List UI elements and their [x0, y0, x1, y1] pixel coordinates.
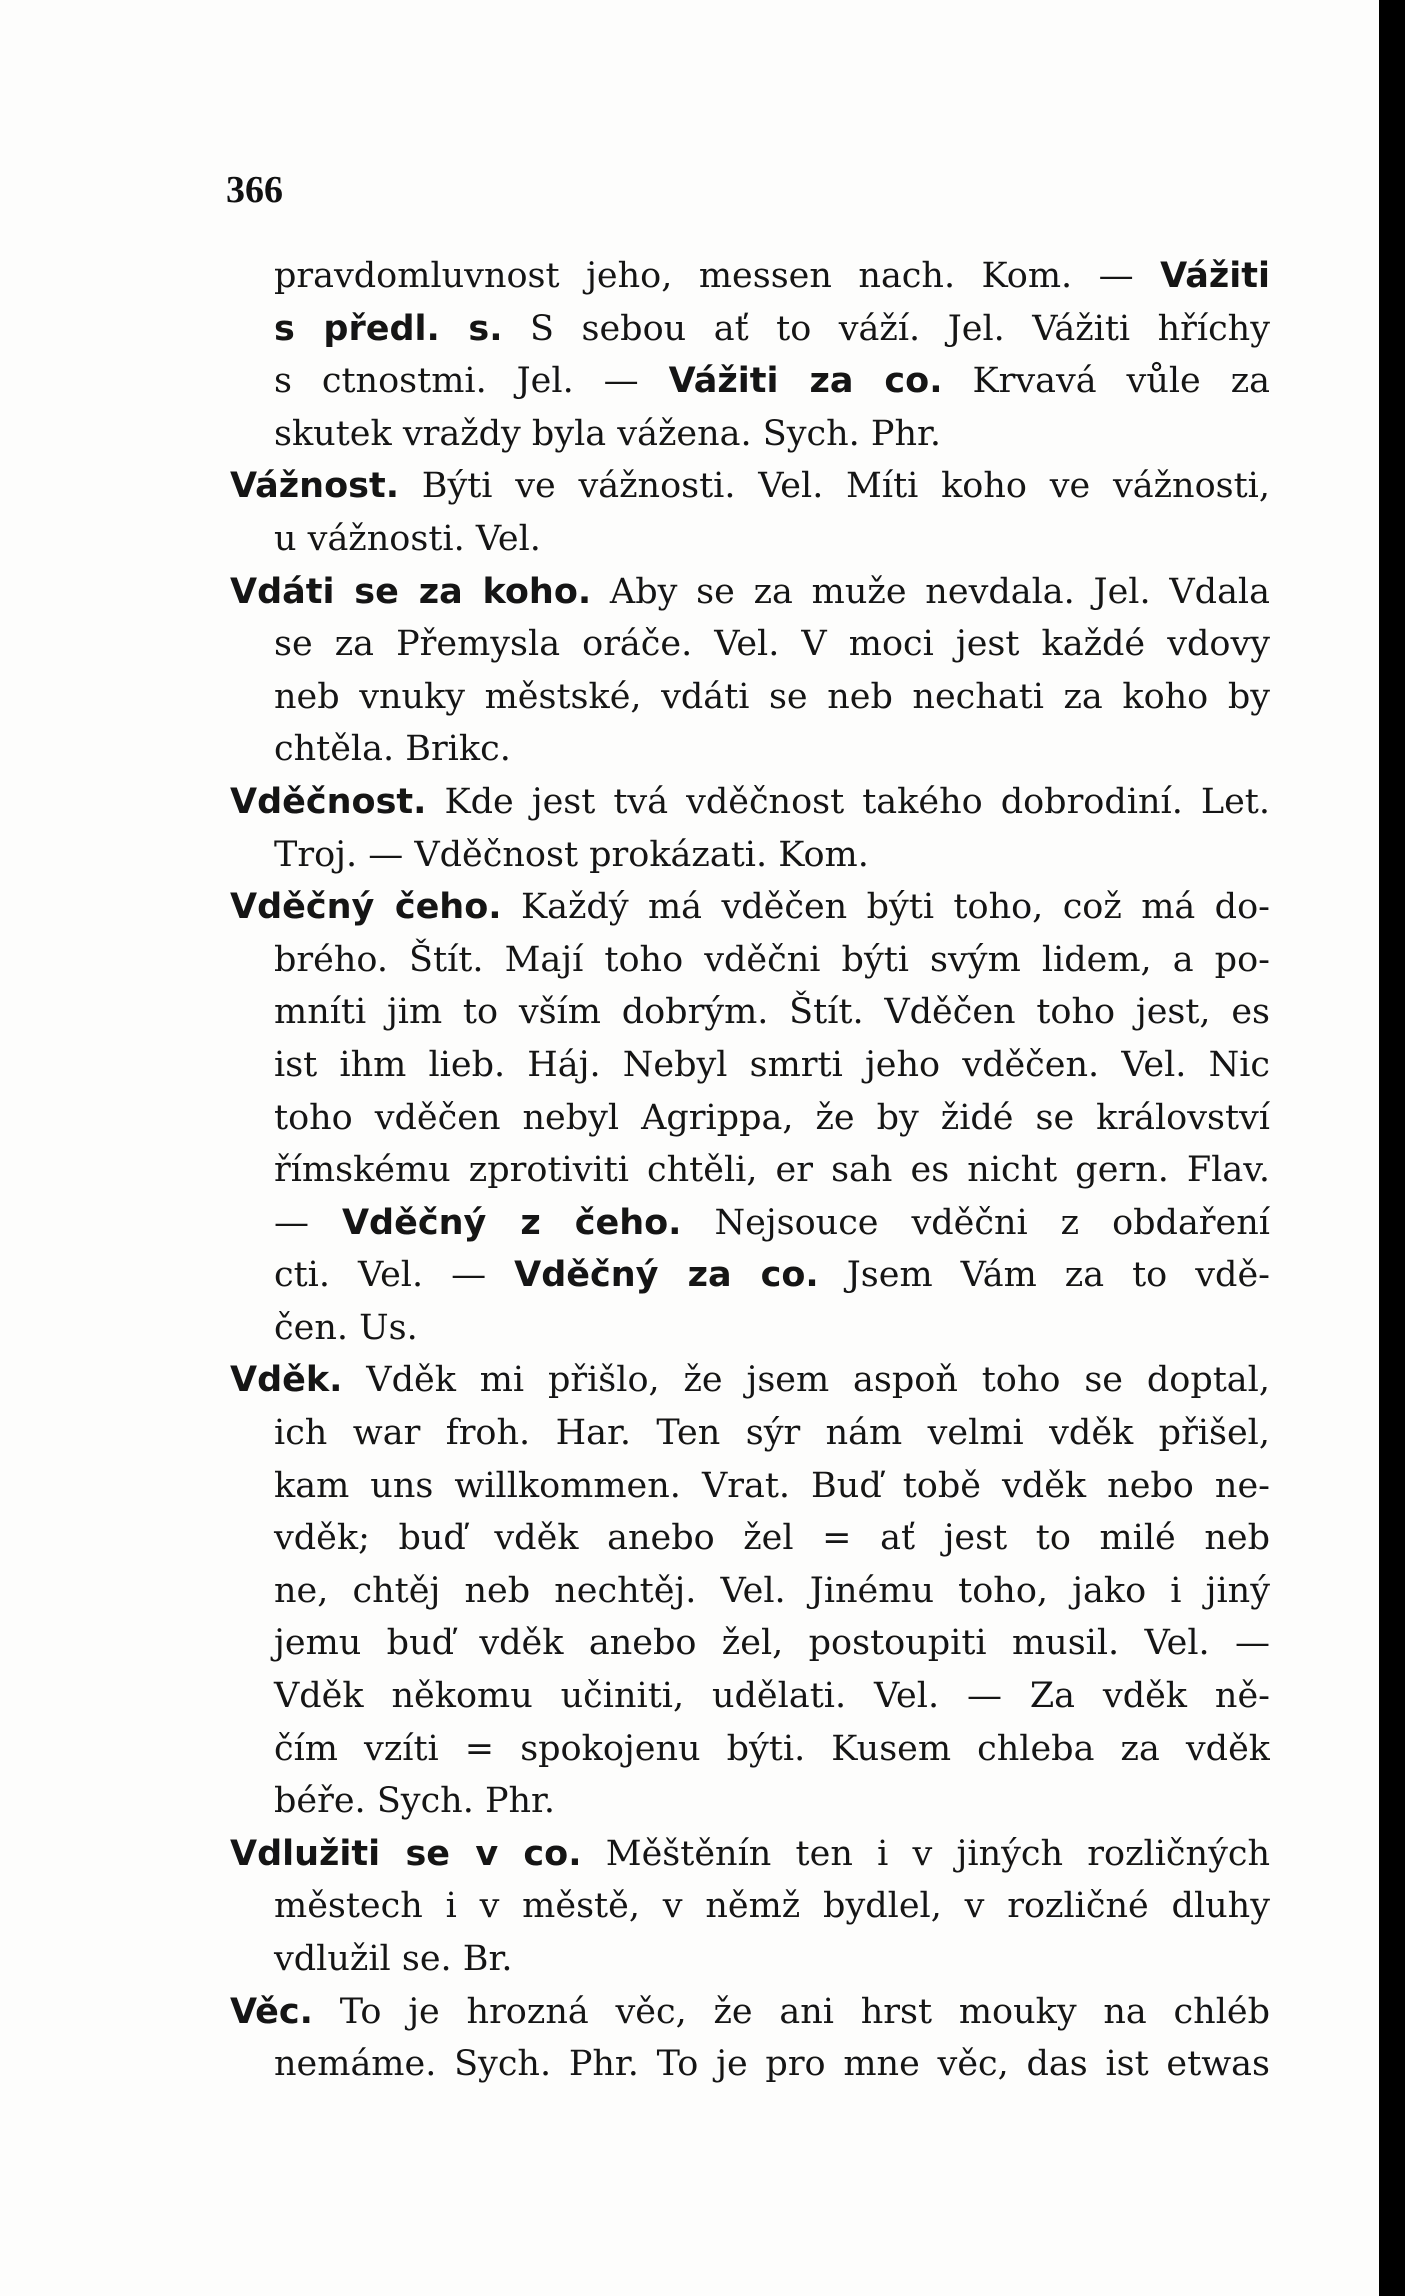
text-line [230, 881, 1270, 934]
text-line [230, 2038, 1270, 2091]
text-line [230, 671, 1270, 724]
text-span: římskému zprotiviti chtěli, er sah es nicht gern. Flav. [274, 1150, 1270, 1191]
dictionary-entry [230, 1354, 1270, 1827]
text-line [230, 1197, 1270, 1250]
headword: Vdáti se za koho. [230, 571, 592, 612]
text-span: se za Přemysla oráče. Vel. V moci jest každé vdovy [274, 624, 1270, 665]
text-span: chtěla. Brikc. [274, 729, 511, 770]
text-span: Aby se za muže nevdala. Jel. Vdala [591, 571, 1270, 612]
dictionary-text [230, 250, 1270, 2091]
text-span: Jsem Vám za to vdě- [818, 1255, 1270, 1296]
text-line [230, 1302, 1270, 1355]
text-span: ne, chtěj neb nechtěj. Vel. Jinému toho, jako i jiný [274, 1570, 1270, 1611]
text-span: To je hrozná věc, že ani hrst mouky na chléb [312, 1991, 1270, 2032]
text-span: pravdomluvnost jeho, messen nach. Kom. — [274, 256, 1161, 296]
dictionary-entry [230, 881, 1270, 1354]
text-span: u vážnosti. Vel. [274, 518, 541, 559]
headword: Vážnost. [230, 466, 399, 507]
text-span: Kde jest tvá vděčnost takého dobrodiní. Let. [426, 781, 1270, 822]
text-span: Býti ve vážnosti. Vel. Míti koho ve vážnosti, [398, 466, 1270, 507]
text-span: s ctnostmi. Jel. — [274, 361, 669, 402]
text-line [230, 1933, 1270, 1986]
text-span: brého. Štít. Mají toho vděčni býti svým lidem, a po- [274, 939, 1270, 980]
text-line [230, 1407, 1270, 1460]
headword: Vděčný čeho. [230, 887, 502, 928]
dictionary-entry [230, 250, 1270, 460]
text-line [230, 408, 1270, 461]
headword: Vděčný za co. [514, 1255, 819, 1296]
text-span: ich war froh. Har. Ten sýr nám velmi vděk přišel, [274, 1413, 1270, 1454]
text-span: mníti jim to vším dobrým. Štít. Vděčen toho jest, es [274, 992, 1270, 1033]
text-line [230, 986, 1270, 1039]
dictionary-entry [230, 1828, 1270, 1986]
text-line [230, 618, 1270, 671]
text-line [230, 723, 1270, 776]
text-line [230, 1617, 1270, 1670]
text-span: jemu buď vděk anebo žel, postoupiti musil. Vel. — [274, 1623, 1270, 1664]
text-span: skutek vraždy byla vážena. Sych. Phr. [274, 413, 941, 454]
text-span: béře. Sych. Phr. [274, 1781, 556, 1822]
scan-edge-border [1379, 0, 1405, 2296]
text-line [230, 566, 1270, 619]
text-line [230, 1039, 1270, 1092]
text-span: Nejsouce vděčni z obdaření [681, 1202, 1270, 1243]
text-span: Krvavá vůle za [942, 361, 1270, 402]
text-span: neb vnuky městské, vdáti se neb nechati za koho by [274, 676, 1270, 717]
text-line [230, 776, 1270, 829]
headword: Vdlužiti se v co. [230, 1833, 582, 1874]
text-line [230, 1512, 1270, 1565]
headword: Vážiti za co. [668, 361, 943, 402]
headword: Vážiti [1160, 256, 1270, 296]
text-line [230, 250, 1270, 303]
text-span: městech i v městě, v němž bydlel, v rozličné dluhy [274, 1886, 1270, 1927]
text-line [230, 1460, 1270, 1513]
text-line [230, 1565, 1270, 1618]
text-line [230, 460, 1270, 513]
text-line [230, 829, 1270, 882]
text-line [230, 1723, 1270, 1776]
text-line [230, 1828, 1270, 1881]
text-span: ist ihm lieb. Háj. Nebyl smrti jeho vděčen. Vel. Nic [274, 1044, 1270, 1085]
text-span: vděk; buď vděk anebo žel = ať jest to milé neb [274, 1518, 1270, 1559]
text-span: kam uns willkommen. Vrat. Buď tobě vděk nebo ne- [274, 1465, 1270, 1506]
dictionary-entry [230, 776, 1270, 881]
text-line [230, 1144, 1270, 1197]
text-span: nemáme. Sych. Phr. To je pro mne věc, das ist etwas [274, 2044, 1270, 2085]
text-span: čen. Us. [274, 1307, 418, 1348]
text-span: čím vzíti = spokojenu býti. Kusem chleba za vděk [274, 1728, 1270, 1769]
headword: Vděčný z čeho. [341, 1202, 682, 1243]
text-span: vdlužil se. Br. [274, 1939, 513, 1979]
text-line [230, 513, 1270, 566]
headword: Věc. [230, 1991, 313, 2032]
text-line [230, 355, 1270, 408]
text-span: Troj. — Vděčnost prokázati. Kom. [274, 834, 869, 875]
dictionary-entry [230, 460, 1270, 565]
text-line [230, 1354, 1270, 1407]
text-line [230, 934, 1270, 987]
page-number: 366 [226, 169, 283, 211]
headword: s předl. s. [274, 308, 503, 349]
text-span: Vděk někomu učiniti, udělati. Vel. — Za vděk ně- [274, 1676, 1270, 1717]
text-line [230, 303, 1270, 356]
text-span: cti. Vel. — [274, 1255, 515, 1296]
text-line [230, 1249, 1270, 1302]
text-line [230, 1092, 1270, 1145]
text-span: S sebou ať to váží. Jel. Vážiti hříchy [502, 308, 1270, 349]
text-span: Každý má vděčen býti toho, což má do- [501, 887, 1270, 928]
text-span: toho vděčen nebyl Agrippa, že by židé se království [274, 1097, 1270, 1138]
text-line [230, 1775, 1270, 1828]
dictionary-entry [230, 1986, 1270, 2091]
text-span: Vděk mi přišlo, že jsem aspoň toho se doptal, [342, 1360, 1270, 1401]
text-line [230, 1986, 1270, 2039]
headword: Vděk. [230, 1360, 343, 1401]
text-line [230, 1670, 1270, 1723]
headword: Vděčnost. [230, 781, 427, 822]
dictionary-entry [230, 566, 1270, 776]
text-span: Měštěnín ten i v jiných rozličných [581, 1833, 1270, 1874]
text-span: — [274, 1202, 342, 1243]
text-line [230, 1880, 1270, 1933]
